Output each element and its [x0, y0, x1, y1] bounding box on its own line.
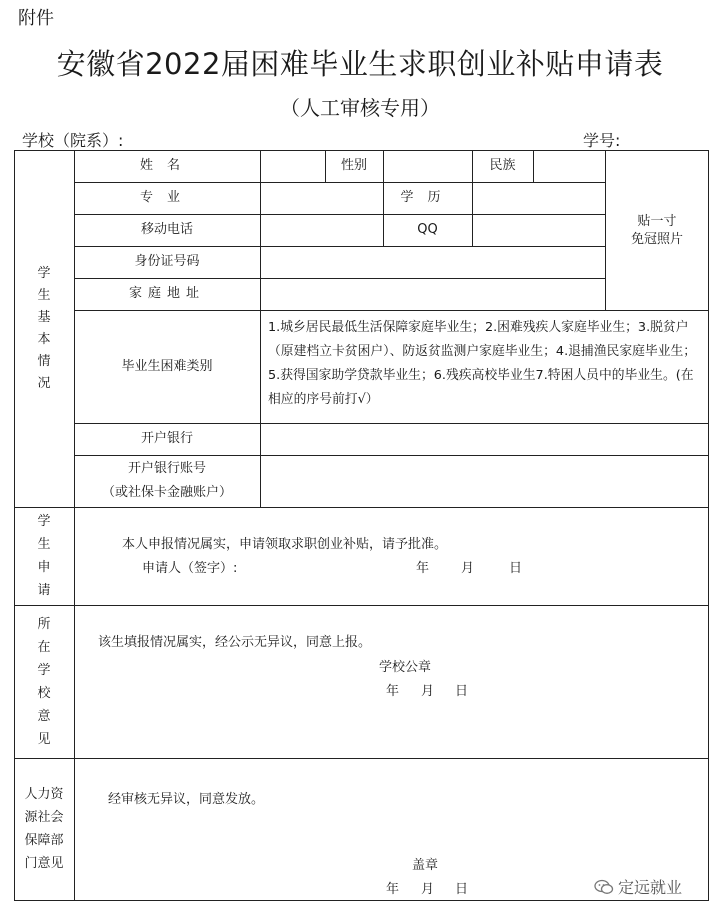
bank-label: 开户银行	[140, 431, 193, 447]
hr-month-label: 月	[421, 882, 435, 897]
applicant-signature-field[interactable]	[250, 553, 390, 573]
photo-label: 贴一寸	[637, 213, 677, 229]
student-apply-section-label: 学 生 申 请	[37, 514, 51, 598]
gender-field[interactable]	[384, 151, 471, 181]
basic-info-section-label: 学 生 基 本 情 况	[37, 265, 51, 391]
school-label: 学校（院系）:	[22, 131, 124, 150]
id-number-label: 身份证号码	[134, 254, 200, 270]
mobile-label: 移动电话	[140, 222, 193, 238]
photo-sub-label: 免冠照片	[630, 231, 683, 247]
school-opinion-section-label: 所 在 学 校 意 见	[37, 616, 51, 747]
home-address-field[interactable]	[261, 279, 604, 309]
school-month-label: 月	[421, 684, 435, 699]
mobile-field[interactable]	[261, 215, 382, 245]
school-day-label: 日	[455, 684, 469, 699]
major-field[interactable]	[261, 183, 382, 213]
wechat-icon	[594, 879, 614, 895]
student-id-label: 学号:	[583, 131, 621, 150]
school-year-label: 年	[386, 684, 400, 699]
watermark-text: 定远就业	[618, 878, 683, 897]
page-title: 安徽省2022届困难毕业生求职创业补贴申请表	[56, 47, 664, 81]
hr-seal-label: 盖章	[412, 858, 439, 873]
attachment-label: 附件	[18, 8, 54, 29]
watermark	[594, 875, 682, 898]
hr-year-label: 年	[386, 882, 400, 897]
major-label: 专业	[139, 190, 194, 206]
education-field[interactable]	[473, 183, 604, 213]
hr-opinion-statement: 经审核无异议，同意发放。	[108, 792, 265, 807]
bank-field[interactable]	[261, 424, 707, 454]
ethnicity-field[interactable]	[534, 151, 604, 181]
student-apply-statement: 本人申报情况属实，申请领取求职创业补贴，请予批准。	[122, 537, 448, 552]
qq-label: QQ	[417, 222, 438, 238]
apply-year-label: 年	[416, 561, 430, 576]
hardship-category-label: 毕业生困难类别	[121, 358, 213, 374]
bank-account-field[interactable]	[261, 456, 707, 506]
name-label: 姓名	[139, 158, 194, 174]
page-subtitle: （人工审核专用）	[280, 96, 440, 120]
apply-month-label: 月	[461, 561, 475, 576]
name-field[interactable]	[261, 151, 324, 181]
education-label: 学历	[400, 190, 455, 206]
hardship-category-options[interactable]: 1.城乡居民最低生活保障家庭毕业生；2.困难残疾人家庭毕业生；3.脱贫户 （原建档立卡贫困户）、防返贫监测户家庭毕业生；4.退捕渔民家庭毕业生； 5.获得国家助学贷款毕业生；6.残疾高校毕业生7.特困人员中的毕业生。(在 相应的序号前打√）	[268, 320, 697, 407]
hr-opinion-section-label: 人力资 源社会 保障部 门意见	[24, 787, 64, 871]
gender-label: 性别	[340, 158, 367, 174]
apply-day-label: 日	[509, 561, 523, 576]
qq-field[interactable]	[473, 215, 604, 245]
hr-day-label: 日	[455, 882, 469, 897]
home-address-label: 家庭地址	[128, 286, 205, 302]
photo-placeholder	[606, 151, 708, 310]
bank-account-label: 开户银行账号 （或社保卡金融账户）	[101, 461, 232, 500]
id-number-field[interactable]	[261, 247, 604, 277]
applicant-signature-label: 申请人（签字）:	[142, 561, 238, 576]
school-seal-label: 学校公章	[379, 660, 432, 675]
ethnicity-label: 民族	[489, 158, 516, 174]
school-opinion-statement: 该生填报情况属实，经公示无异议，同意上报。	[98, 635, 372, 650]
